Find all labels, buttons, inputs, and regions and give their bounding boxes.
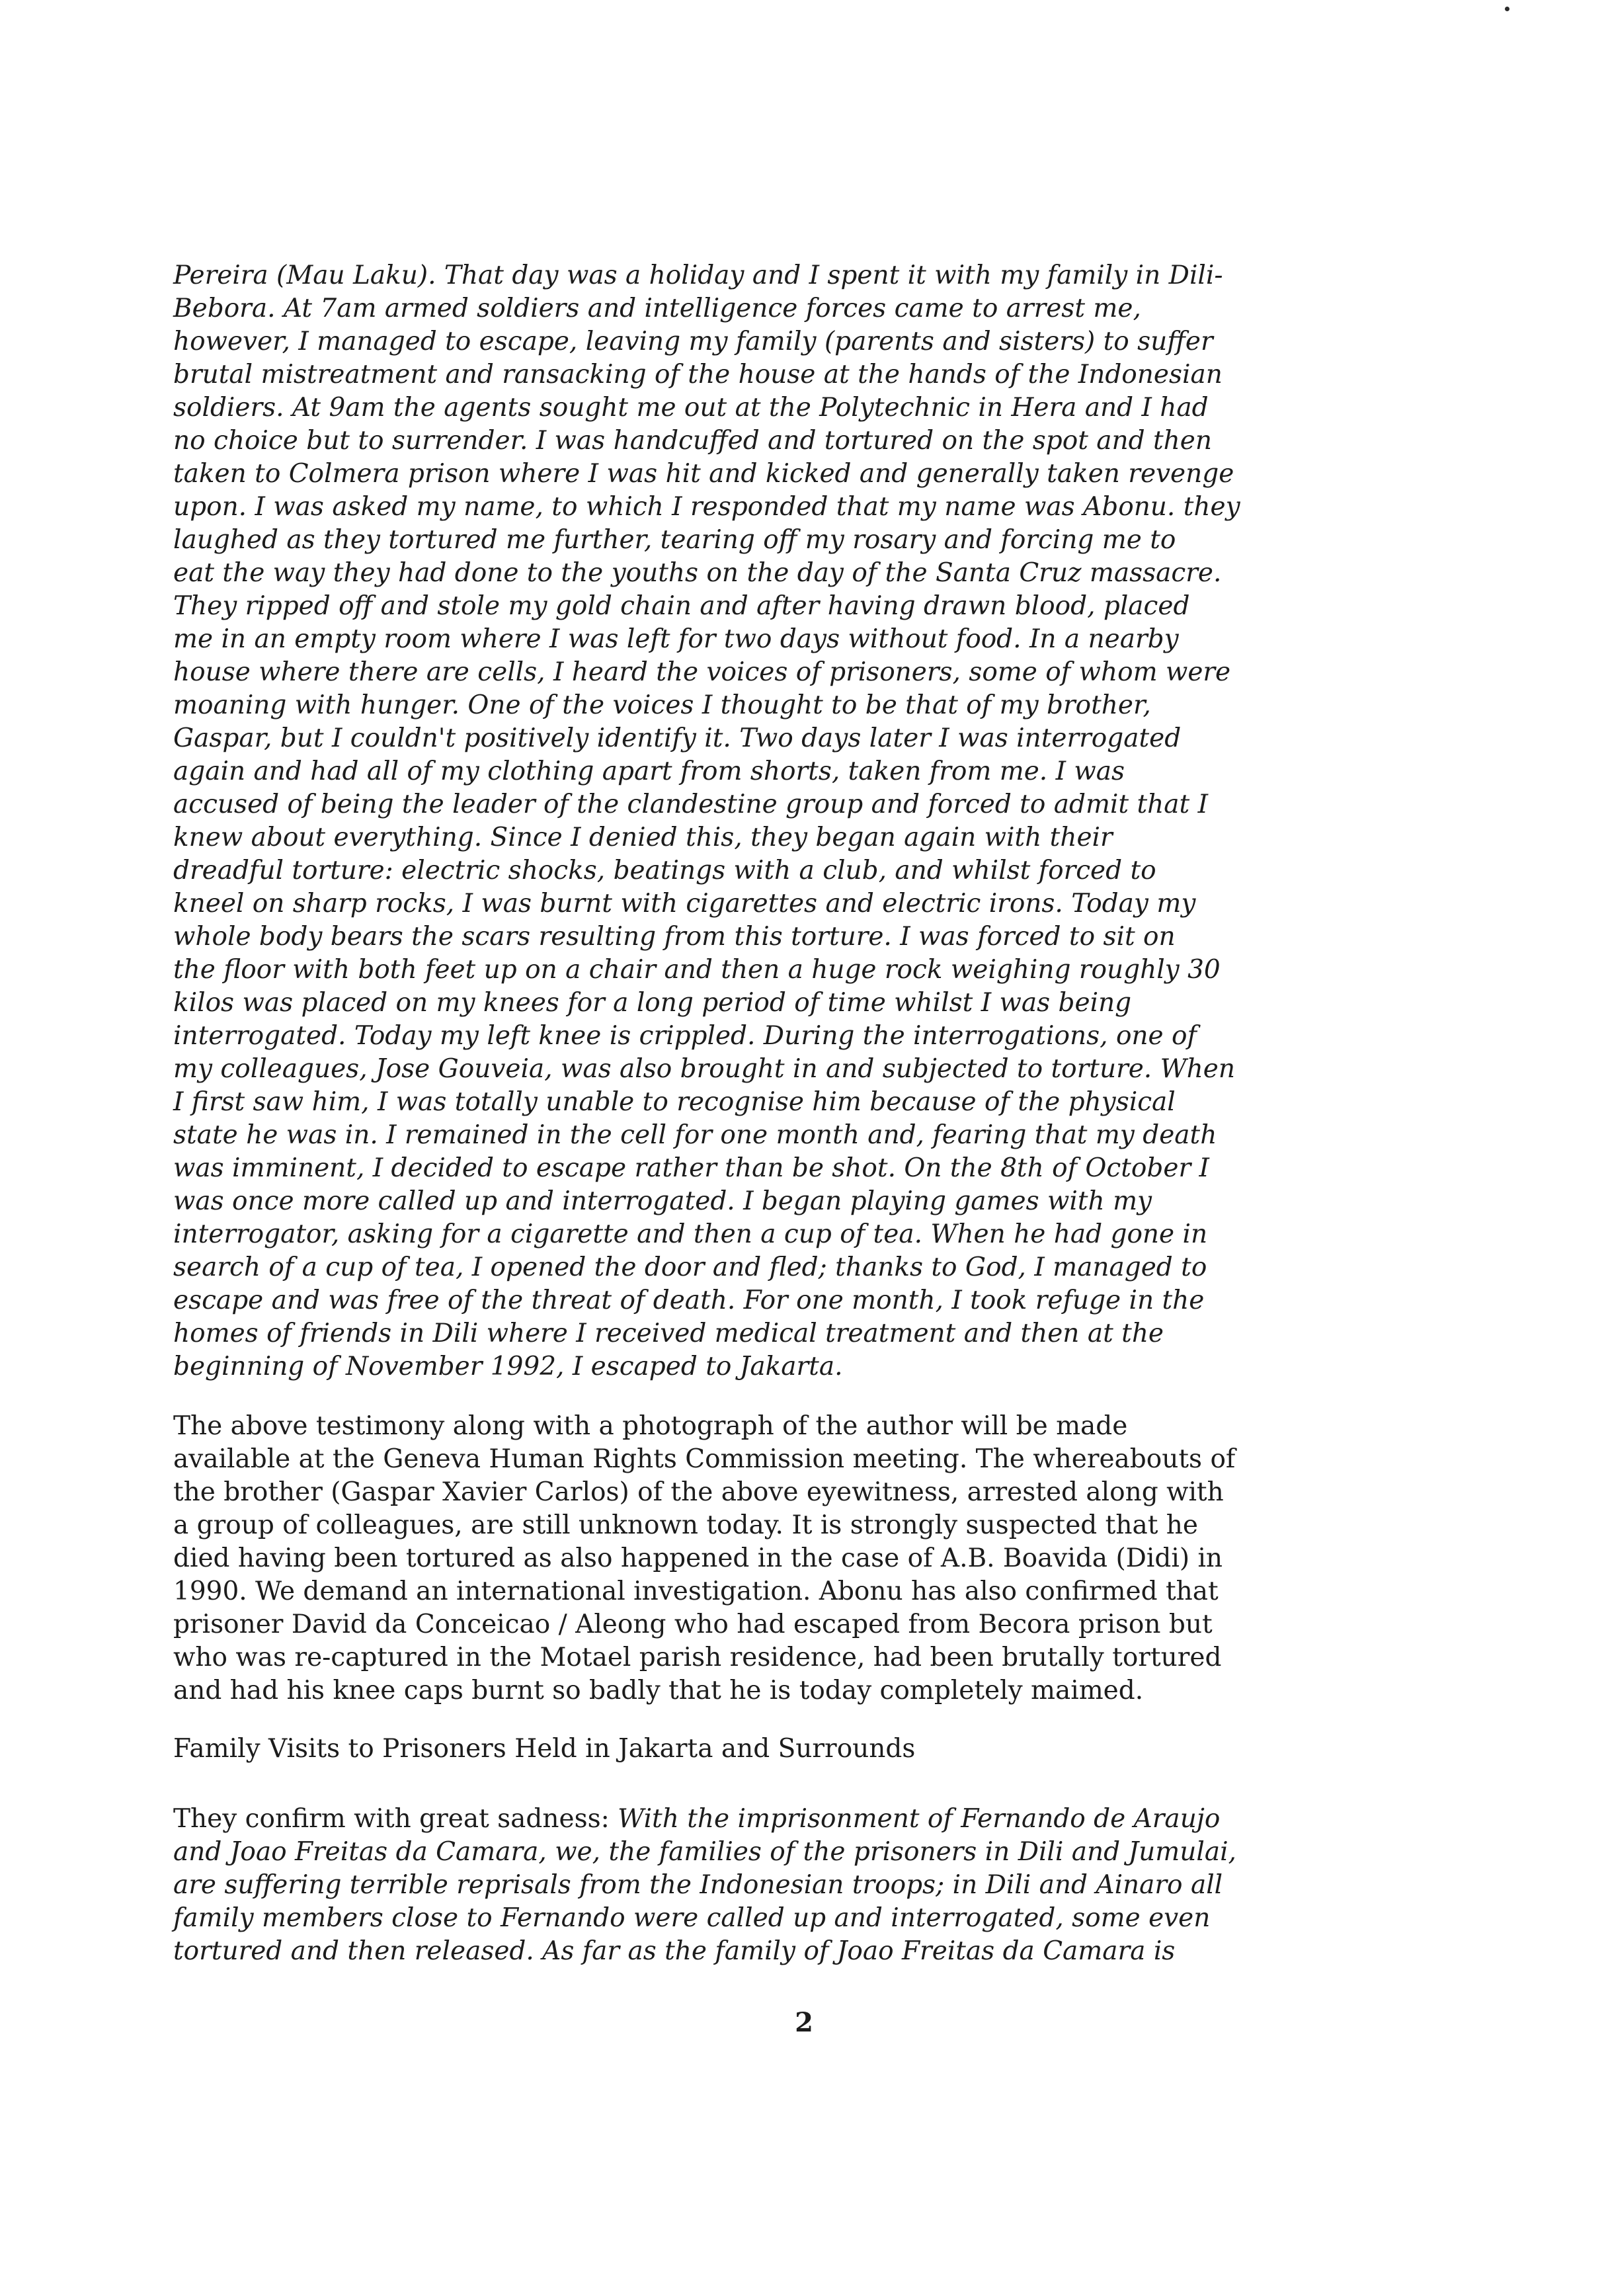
families-lead: They confirm with great sadness: xyxy=(173,1804,618,1834)
text-line: and Joao Freitas da Camara, we, the families of the prisoners in Dili and Jumulai, xyxy=(173,1837,1236,1867)
text-line: search of a cup of tea, I opened the door and fled; thanks to God, I managed to xyxy=(173,1252,1207,1282)
text-line: soldiers. At 9am the agents sought me out at the Polytechnic in Hera and I had xyxy=(173,393,1209,423)
text-line: upon. I was asked my name, to which I responded that my name was Abonu. they xyxy=(173,492,1240,522)
text-line: and had his knee caps burnt so badly that he is today completely maimed. xyxy=(173,1676,1144,1705)
text-line: They ripped off and stole my gold chain and after having drawn blood, placed xyxy=(173,591,1190,621)
scan-speck xyxy=(1505,7,1509,11)
page-number: 2 xyxy=(795,2007,813,2038)
text-line: who was re-captured in the Motael parish residence, had been brutally tortured xyxy=(173,1643,1222,1672)
text-line: Pereira (Mau Laku). That day was a holiday and I spent it with my family in Dili- xyxy=(173,261,1223,290)
text-line xyxy=(173,1803,1456,1836)
text-line: was imminent, I decided to escape rather than be shot. On the 8th of October I xyxy=(173,1153,1209,1183)
summary-paragraph xyxy=(173,1410,1456,1707)
text-line: was once more called up and interrogated. I began playing games with my xyxy=(173,1186,1152,1216)
text-line: whole body bears the scars resulting from this torture. I was forced to sit on xyxy=(173,922,1176,952)
text-line: no choice but to surrender. I was handcuffed and tortured on the spot and then xyxy=(173,426,1212,456)
families-paragraph xyxy=(173,1803,1456,1968)
testimony-paragraph xyxy=(173,259,1456,1383)
text-line: a group of colleagues, are still unknown today. It is strongly suspected that he xyxy=(173,1510,1198,1540)
text-line: beginning of November 1992, I escaped to Jakarta. xyxy=(173,1352,843,1381)
text-line: dreadful torture: electric shocks, beatings with a club, and whilst forced to xyxy=(173,856,1156,885)
text-line: kneel on sharp rocks, I was burnt with cigarettes and electric irons. Today my xyxy=(173,889,1196,919)
text-line: moaning with hunger. One of the voices I thought to be that of my brother, xyxy=(173,690,1151,720)
text-line: died having been tortured as also happened in the case of A.B. Boavida (Didi) in xyxy=(173,1543,1223,1573)
text-line: Bebora. At 7am armed soldiers and intelligence forces came to arrest me, xyxy=(173,294,1141,323)
text-line: knew about everything. Since I denied this, they began again with their xyxy=(173,823,1113,852)
section-heading: Family Visits to Prisoners Held in Jakarta and Surrounds xyxy=(173,1734,916,1764)
text-line: are suffering terrible reprisals from the Indonesian troops; in Dili and Ainaro all xyxy=(173,1870,1223,1900)
text-line: my colleagues, Jose Gouveia, was also brought in and subjected to torture. When xyxy=(173,1054,1235,1084)
text-line: accused of being the leader of the clandestine group and forced to admit that I xyxy=(173,790,1208,819)
text-line: taken to Colmera prison where I was hit and kicked and generally taken revenge xyxy=(173,459,1234,489)
text-line: however, I managed to escape, leaving my family (parents and sisters) to suffer xyxy=(173,327,1213,356)
text-line: kilos was placed on my knees for a long period of time whilst I was being xyxy=(173,988,1132,1018)
text-line: the floor with both feet up on a chair and then a huge rock weighing roughly 30 xyxy=(173,955,1221,985)
text-line: homes of friends in Dili where I received medical treatment and then at the xyxy=(173,1319,1164,1348)
text-line: 1990. We demand an international investigation. Abonu has also confirmed that xyxy=(173,1577,1219,1606)
text-line: eat the way they had done to the youths on the day of the Santa Cruz massacre. xyxy=(173,558,1222,588)
text-line: house where there are cells, I heard the voices of prisoners, some of whom were xyxy=(173,657,1231,687)
text-line: laughed as they tortured me further, tearing off my rosary and forcing me to xyxy=(173,525,1176,555)
text-line: family members close to Fernando were called up and interrogated, some even xyxy=(173,1903,1211,1933)
text-line: interrogated. Today my left knee is crippled. During the interrogations, one of xyxy=(173,1021,1197,1051)
text-line: interrogator, asking for a cigarette and then a cup of tea. When he had gone in xyxy=(173,1219,1208,1249)
text-line: tortured and then released. As far as the family of Joao Freitas da Camara is xyxy=(173,1936,1176,1966)
text-line: prisoner David da Conceicao / Aleong who had escaped from Becora prison but xyxy=(173,1610,1213,1639)
text-line: available at the Geneva Human Rights Commission meeting. The whereabouts of xyxy=(173,1444,1236,1474)
text-line: escape and was free of the threat of death. For one month, I took refuge in the xyxy=(173,1286,1205,1315)
families-quote-start: With the imprisonment of Fernando de Araujo xyxy=(618,1804,1221,1834)
text-line: state he was in. I remained in the cell for one month and, fearing that my death xyxy=(173,1120,1217,1150)
text-line: again and had all of my clothing apart from shorts, taken from me. I was xyxy=(173,757,1125,786)
text-line: the brother (Gaspar Xavier Carlos) of the above eyewitness, arrested along with xyxy=(173,1477,1224,1507)
text-line: me in an empty room where I was left for two days without food. In a nearby xyxy=(173,624,1179,654)
text-line: brutal mistreatment and ransacking of the house at the hands of the Indonesian xyxy=(173,360,1223,390)
text-line: Gaspar, but I couldn't positively identify it. Two days later I was interrogated xyxy=(173,723,1182,753)
text-line: I first saw him, I was totally unable to recognise him because of the physical xyxy=(173,1087,1176,1117)
text-line: The above testimony along with a photograph of the author will be made xyxy=(173,1411,1128,1441)
